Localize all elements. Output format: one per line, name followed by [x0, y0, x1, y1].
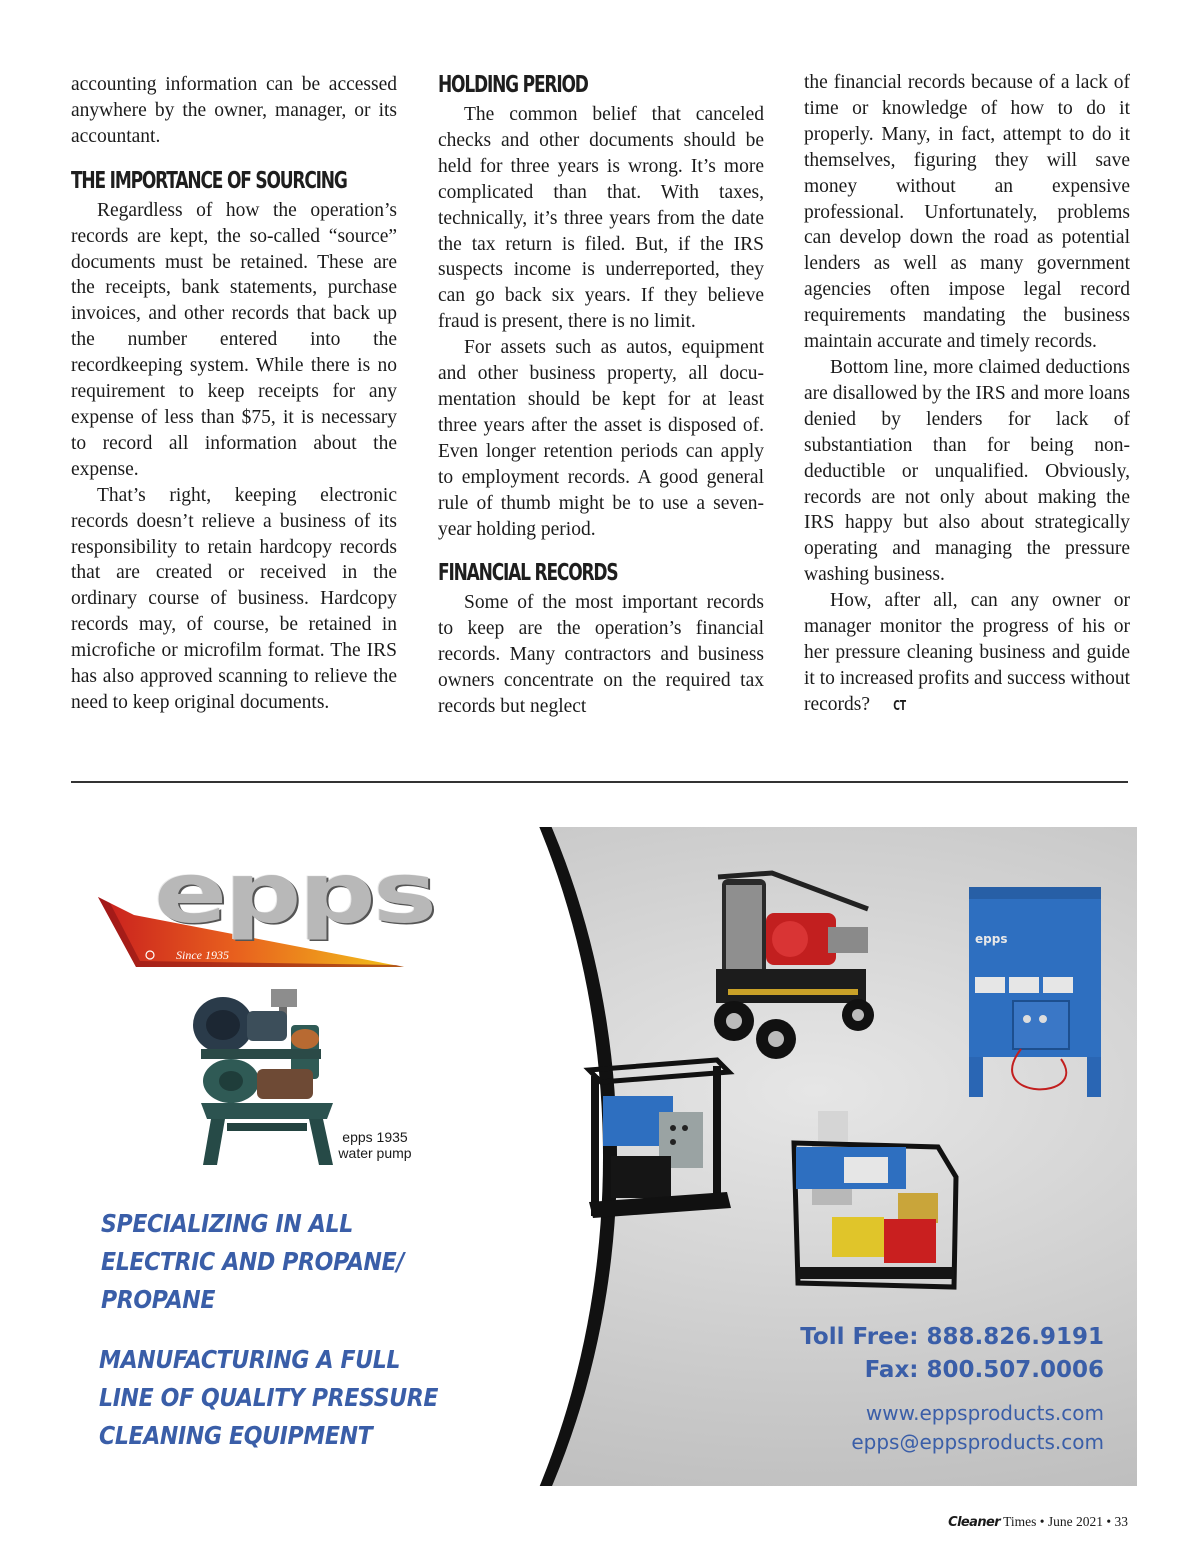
article-column-2 [438, 70, 764, 720]
toll-free-number: Toll Free: 888.826.9191 [800, 1324, 1104, 1350]
website-link[interactable]: www.eppsproducts.com [865, 1401, 1104, 1425]
machine-brand-text: epps [975, 932, 1008, 946]
section-heading-holding-period: HOLDING PERIOD [438, 72, 588, 98]
fax-number: Fax: 800.507.0006 [864, 1357, 1104, 1383]
article-column-3 [804, 70, 1130, 720]
pump-caption [325, 1129, 425, 1161]
body-paragraph-last [804, 588, 1130, 720]
stationary-hot-water-unit-image [961, 881, 1111, 1101]
footer-brand: Cleaner [948, 1515, 1001, 1530]
slogan-line: ELECTRIC AND PROPANE/ [101, 1247, 405, 1276]
page-footer [948, 1514, 1128, 1530]
slogan-line: MANUFACTURING A FULL [99, 1345, 401, 1374]
email-link[interactable]: epps@eppsproducts.com [851, 1430, 1104, 1454]
vintage-water-pump-image [187, 985, 347, 1170]
slogan-line: LINE OF QUALITY PRESSURE [99, 1383, 439, 1412]
section-heading-financial-records: FINANCIAL RECORDS [438, 560, 618, 587]
body-paragraph: Regardless of how the operation’s records are kept, the so-called “source” documents must be retained. These are the receipts, bank statements, purchase invoices, and other records that back up the number entered into the recordkeeping system. While there is no requirement to keep receipts for any expense of less than $75, it is necessary to record all information about the expense. [71, 199, 397, 480]
manufacturing-slogan [99, 1341, 476, 1455]
body-paragraph: The common belief that canceled checks and other documents should be held for three years is wrong. It’s more complicated than that. With taxes, technically, it’s three years from the date the tax return is filed. But, if the IRS suspects income is underreported, they can go back six years. If they believe fraud is present, there is no limit. [438, 104, 764, 333]
pump-caption-line-2: water pump [338, 1145, 412, 1161]
slogan-line: SPECIALIZING IN ALL [101, 1209, 353, 1238]
body-paragraph: accounting information can be accessed anywhere by the owner, manager, or its accountant. [71, 74, 397, 147]
body-paragraph: That’s right, keeping electronic records doesn’t relieve a business of its responsibility to retain hardcopy records that are created or received in the ordinary course of business. Hardcopy records may, of course, be retained in microfiche or microfilm format. The IRS has also approved scanning to relieve the need to keep original documents. [71, 484, 397, 713]
logo-since-text: Since 1935 [176, 948, 229, 962]
logo-wordmark: epps [154, 844, 435, 943]
section-divider [71, 781, 1128, 783]
slogan-line: CLEANING EQUIPMENT [99, 1421, 373, 1450]
electric-pressure-washer-image [788, 1107, 968, 1302]
epps-logo [96, 844, 435, 973]
epps-advertisement [63, 827, 1137, 1486]
body-text: How, after all, can any owner or manager monitor the progress of his or her pressure cleaning business and guide it to increased profits and success without records? [804, 590, 1131, 715]
end-mark: CT [893, 698, 907, 714]
body-paragraph: For assets such as autos, equipment and other business property, all documentation should be kept for at least three years after the asset is disposed of. Even longer retention periods can apply to employment records. A good general rule of thumb might be to use a seven-year holding period. [438, 337, 764, 540]
specializing-slogan [101, 1205, 438, 1319]
article-column-1 [71, 72, 397, 716]
footer-issue-page: Times • June 2021 • 33 [1000, 1514, 1128, 1529]
body-paragraph: Bottom line, more claimed deductions are disallowed by the IRS and more loans denied by lenders for lack of substantiation than for being nondeductible or unqualified. Obviously, records are not only about making the IRS happy but also about strategically operating and managing the pressure washing business. [804, 356, 1130, 586]
slogan-line: PROPANE [101, 1285, 216, 1314]
hot-water-pressure-washer-cart-image [708, 869, 893, 1064]
skid-pressure-washer-image [581, 1052, 736, 1222]
pump-caption-line-1: epps 1935 [342, 1129, 408, 1145]
body-paragraph: Some of the most important records to keep are the operation’s financial records. Many contractors and business owners concentrate on the required tax records but neglect [438, 592, 764, 718]
section-heading-sourcing: THE IMPORTANCE OF SOURCING [71, 167, 347, 194]
body-paragraph: the financial records because of a lack of time or knowledge of how to do it properly. Many, in fact, attempt to do it themselves, figuring they will save money without an expensive professional. Unfortunately, problems can develop down the road as potential lenders as well as many government agencies often impose legal record requirements mandating the business maintain accurate and timely records. [804, 72, 1130, 353]
